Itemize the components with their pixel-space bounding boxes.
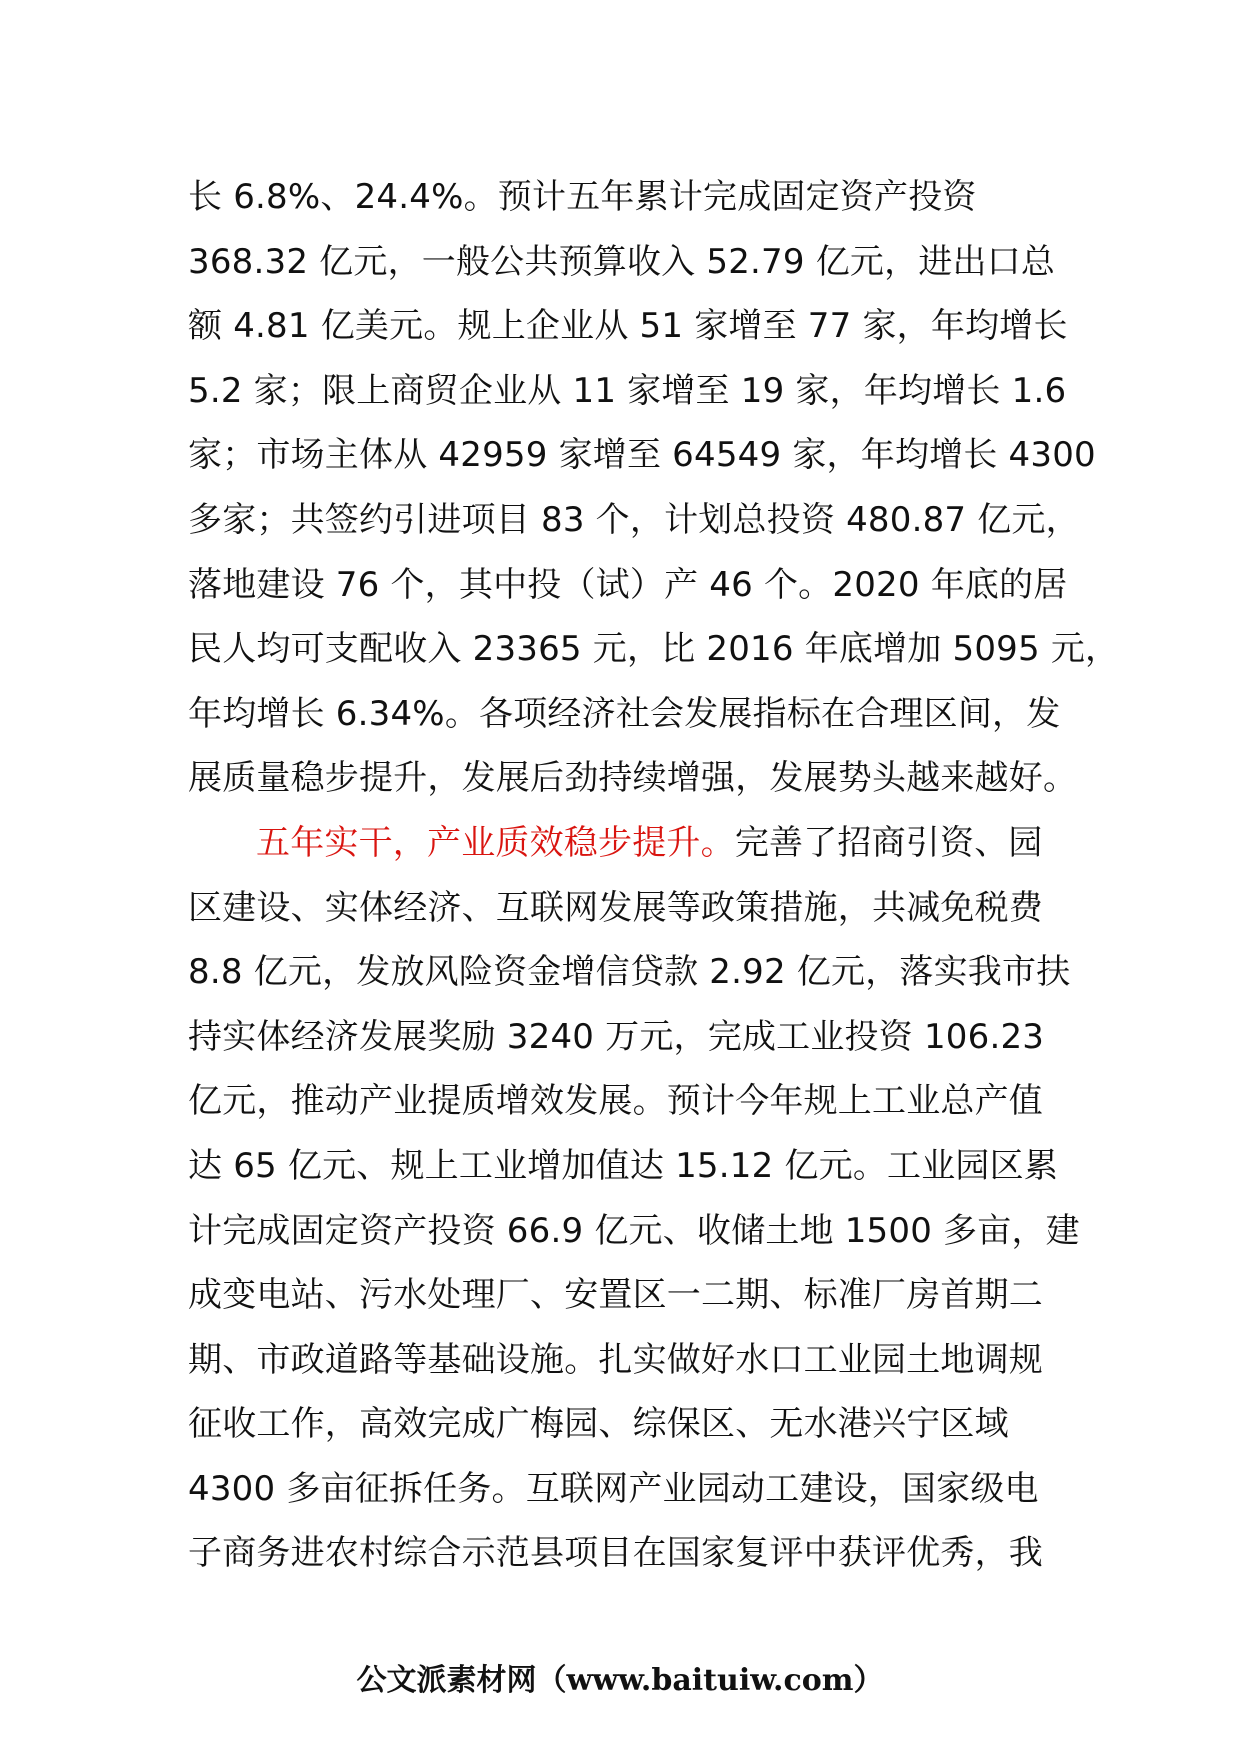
text-span: 完善了招商引资、园 — [734, 822, 1043, 863]
text-line: 8.8 亿元，发放风险资金增信贷款 2.92 亿元，落实我市扶 — [188, 952, 1071, 993]
text-line: 展质量稳步提升，发展后劲持续增强，发展势头越来越好。 — [188, 758, 1078, 799]
text-line: 落地建设 76 个，其中投（试）产 46 个。2020 年底的居 — [188, 564, 1068, 605]
text-line: 民人均可支配收入 23365 元，比 2016 年底增加 5095 元， — [188, 629, 1120, 670]
section-heading: 五年实干，产业质效稳步提升。 — [256, 822, 735, 863]
text-line: 亿元，推动产业提质增效发展。预计今年规上工业总产值 — [188, 1081, 1043, 1122]
page-footer: 公文派素材网（www.baituiw.com） — [356, 1663, 884, 1698]
text-line: 持实体经济发展奖励 3240 万元，完成工业投资 106.23 — [188, 1016, 1045, 1057]
text-line: 期、市政道路等基础设施。扎实做好水口工业园土地调规 — [188, 1339, 1043, 1380]
text-line: 368.32 亿元，一般公共预算收入 52.79 亿元，进出口总 — [188, 241, 1056, 282]
text-line: 达 65 亿元、规上工业增加值达 15.12 亿元。工业园区累 — [188, 1145, 1059, 1186]
text-line: 征收工作，高效完成广梅园、综保区、无水港兴宁区域 — [188, 1404, 1009, 1445]
text-line: 长 6.8%、24.4%。预计五年累计完成固定资产投资 — [188, 177, 977, 217]
body-text — [188, 165, 1120, 1586]
text-line: 额 4.81 亿美元。规上企业从 51 家增至 77 家，年均增长 — [188, 306, 1068, 347]
text-line: 成变电站、污水处理厂、安置区一二期、标准厂房首期二 — [188, 1275, 1043, 1316]
text-line: 计完成固定资产投资 66.9 亿元、收储土地 1500 多亩，建 — [188, 1210, 1080, 1251]
text-line: 年均增长 6.34%。各项经济社会发展指标在合理区间，发 — [188, 693, 1061, 734]
text-line: 子商务进农村综合示范县项目在国家复评中获评优秀，我 — [188, 1533, 1043, 1574]
paragraph-2-first-line — [188, 811, 1068, 876]
text-line: 4300 多亩征拆任务。互联网产业园动工建设，国家级电 — [188, 1468, 1039, 1509]
text-line: 家；市场主体从 42959 家增至 64549 家，年均增长 4300 — [188, 435, 1096, 476]
text-line: 5.2 家；限上商贸企业从 11 家增至 19 家，年均增长 1.6 — [188, 370, 1067, 411]
text-line: 区建设、实体经济、互联网发展等政策措施，共减免税费 — [188, 887, 1043, 928]
text-line: 多家；共签约引进项目 83 个，计划总投资 480.87 亿元， — [188, 499, 1080, 540]
